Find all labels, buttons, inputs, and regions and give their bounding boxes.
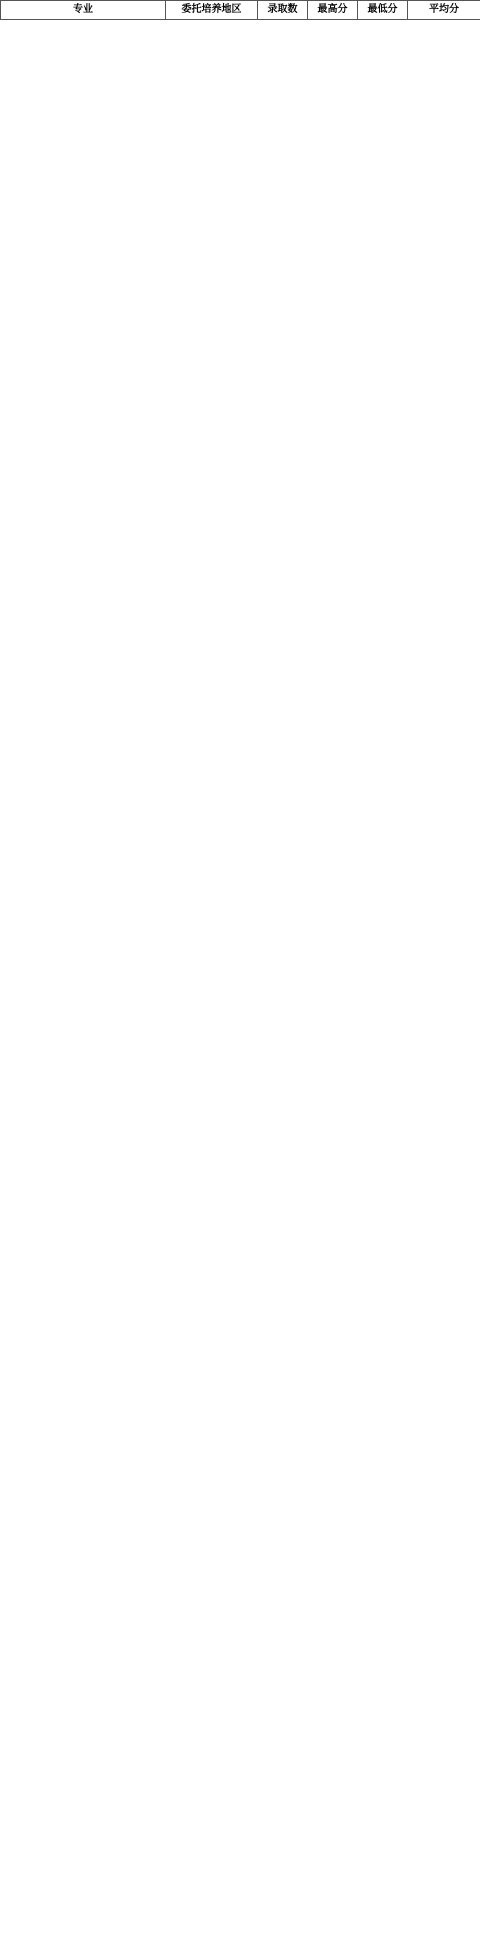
- header-major: 专业: [1, 1, 166, 20]
- header-region: 委托培养地区: [166, 1, 258, 20]
- header-max-score: 最高分: [308, 1, 358, 20]
- table-header-row: [1, 1, 480, 20]
- header-avg-score: 平均分: [408, 1, 480, 20]
- header-admitted-count: 录取数: [258, 1, 308, 20]
- header-min-score: 最低分: [358, 1, 408, 20]
- admission-score-table: [0, 0, 480, 20]
